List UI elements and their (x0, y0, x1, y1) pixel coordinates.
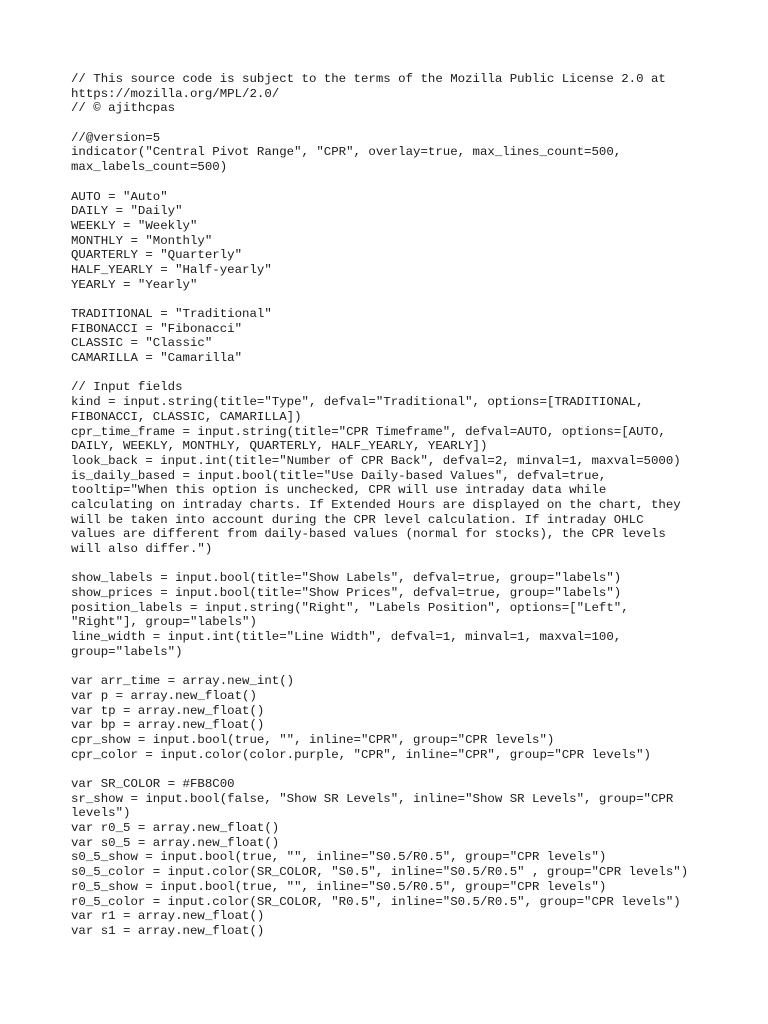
code-line: cpr_time_frame = input.string(title="CPR Timeframe", defval=AUTO, options=[AUTO, (71, 424, 666, 439)
code-line: calculating on intraday charts. If Extended Hours are displayed on the chart, they (71, 497, 681, 512)
code-line: var s1 = array.new_float() (71, 923, 265, 938)
source-code-block (71, 72, 711, 939)
blank-line (71, 175, 711, 190)
code-line: will also differ.") (71, 542, 213, 556)
code-line: FIBONACCI, CLASSIC, CAMARILLA]) (71, 409, 302, 424)
code-line: HALF_YEARLY = "Half-yearly" (71, 262, 272, 277)
code-line: kind = input.string(title="Type", defval="Traditional", options=[TRADITIONAL, (71, 395, 644, 410)
code-line: look_back = input.int(title="Number of CPR Back", defval=2, minval=1, maxval=5000) (71, 453, 681, 468)
code-line: //@version=5 (71, 130, 161, 145)
code-line: AUTO = "Auto" (71, 189, 168, 204)
blank-line (71, 557, 711, 572)
code-line: var arr_time = array.new_int() (71, 674, 295, 689)
code-line: MONTHLY = "Monthly" (71, 233, 213, 248)
code-line: // Input fields (71, 380, 183, 395)
code-line: var p = array.new_float() (71, 688, 257, 703)
code-line: show_labels = input.bool(title="Show Labels", defval=true, group="labels") (71, 571, 622, 586)
code-line: tooltip="When this option is unchecked, CPR will use intraday data while (71, 483, 607, 498)
code-line: WEEKLY = "Weekly" (71, 218, 198, 233)
blank-line (71, 762, 711, 777)
code-line: var r0_5 = array.new_float() (71, 821, 280, 836)
code-line: will be taken into account during the CPR level calculation. If intraday OHLC (71, 512, 644, 527)
code-line: cpr_color = input.color(color.purple, "CPR", inline="CPR", group="CPR levels") (71, 747, 651, 762)
code-line: CLASSIC = "Classic" (71, 336, 213, 351)
code-line: TRADITIONAL = "Traditional" (71, 307, 272, 321)
code-line: var s0_5 = array.new_float() (71, 835, 280, 850)
code-line: CAMARILLA = "Camarilla" (71, 351, 243, 366)
code-line: var tp = array.new_float() (71, 703, 265, 718)
code-line: values are different from daily-based values (normal for stocks), the CPR levels (71, 527, 666, 542)
code-line: var bp = array.new_float() (71, 718, 265, 733)
code-line: group="labels") (71, 644, 183, 659)
blank-line (71, 366, 711, 381)
code-line: r0_5_show = input.bool(true, "", inline="S0.5/R0.5", group="CPR levels") (71, 879, 607, 894)
code-line: DAILY, WEEKLY, MONTHLY, QUARTERLY, HALF_YEARLY, YEARLY]) (71, 439, 488, 454)
code-line: var r1 = array.new_float() (71, 909, 265, 924)
blank-line (71, 292, 711, 307)
code-line: r0_5_color = input.color(SR_COLOR, "R0.5", inline="S0.5/R0.5", group="CPR levels") (71, 894, 681, 909)
code-line: // © ajithcpas (71, 101, 176, 116)
code-line: sr_show = input.bool(false, "Show SR Levels", inline="Show SR Levels", group="CPR (71, 791, 674, 806)
code-line: levels") (71, 806, 131, 821)
code-line: s0_5_show = input.bool(true, "", inline="S0.5/R0.5", group="CPR levels") (71, 850, 607, 865)
code-line: DAILY = "Daily" (71, 204, 183, 219)
code-line: // This source code is subject to the terms of the Mozilla Public License 2.0 at (71, 72, 666, 86)
code-line: line_width = input.int(title="Line Width", defval=1, minval=1, maxval=100, (71, 630, 622, 645)
code-line: YEARLY = "Yearly" (71, 277, 198, 292)
code-line: cpr_show = input.bool(true, "", inline="CPR", group="CPR levels") (71, 732, 555, 747)
code-line: indicator("Central Pivot Range", "CPR", overlay=true, max_lines_count=500, (71, 145, 622, 160)
code-line: max_labels_count=500) (71, 160, 228, 175)
code-line: is_daily_based = input.bool(title="Use Daily-based Values", defval=true, (71, 468, 607, 483)
code-line: FIBONACCI = "Fibonacci" (71, 321, 243, 336)
code-line: https://mozilla.org/MPL/2.0/ (71, 86, 280, 101)
blank-line (71, 660, 711, 675)
code-line: show_prices = input.bool(title="Show Prices", defval=true, group="labels") (71, 586, 622, 601)
code-line: QUARTERLY = "Quarterly" (71, 248, 243, 263)
code-line: "Right"], group="labels") (71, 615, 257, 630)
code-line: s0_5_color = input.color(SR_COLOR, "S0.5", inline="S0.5/R0.5" , group="CPR levels") (71, 865, 689, 880)
blank-line (71, 116, 711, 131)
code-line: var SR_COLOR = #FB8C00 (71, 777, 235, 791)
code-line: position_labels = input.string("Right", "Labels Position", options=["Left", (71, 600, 629, 615)
